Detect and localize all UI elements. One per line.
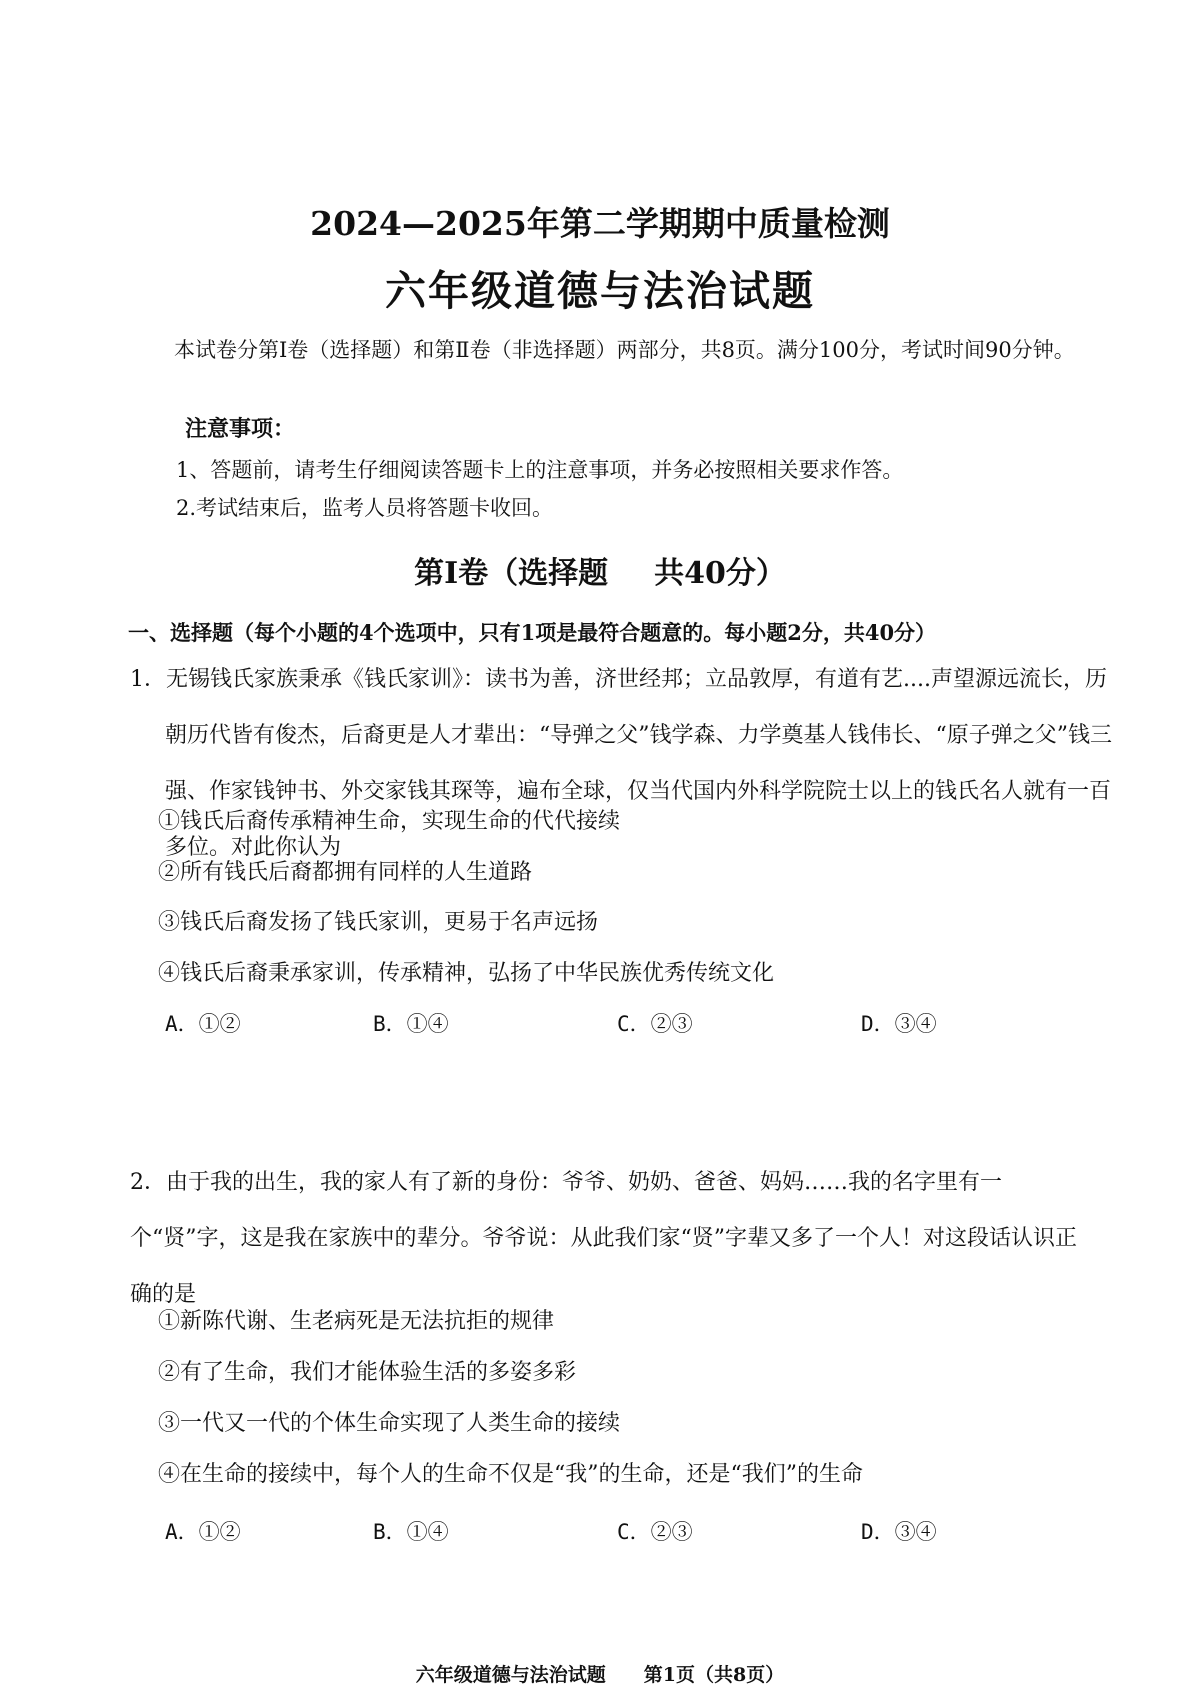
choice-c: C．②③ (617, 1520, 693, 1544)
choice-d: D．③④ (861, 1520, 937, 1544)
notice-item: 1、答题前，请考生仔细阅读答题卡上的注意事项，并务必按照相关要求作答。 (176, 458, 904, 482)
question-1-stem: 1．无锡钱氏家族秉承《钱氏家训》：读书为善，济世经邦；立品敦厚，有道有艺....声望源远流长，历朝历代皆有俊杰，后裔更是人才辈出：“导弹之父”钱学森、力学奠基人钱伟长、“原子弹之父”钱三强、作家钱钟书、外交家钱其琛等，遍布全球，仅当代国内外科学院院士以上的钱氏名人就有一百多位。对此你认为 (130, 667, 1112, 860)
choice-d: D．③④ (861, 1012, 937, 1036)
question-2-statement: ④在生命的接续中，每个人的生命不仅是“我”的生命，还是“我们”的生命 (158, 1462, 863, 1487)
question-1-statement: ①钱氏后裔传承精神生命，实现生命的代代接续 (158, 809, 621, 834)
question-2-statement: ①新陈代谢、生老病死是无法抗拒的规律 (158, 1309, 555, 1334)
part-heading: 一、选择题（每个小题的4个选项中，只有1项是最符合题意的。每小题2分，共40分） (128, 620, 937, 645)
notice-heading: 注意事项： (185, 416, 296, 442)
section-title-score: 共40分） (654, 556, 786, 591)
choice-c: C．②③ (617, 1012, 693, 1036)
notice-item: 2.考试结束后，监考人员将答题卡收回。 (176, 496, 554, 520)
exam-subtitle: 六年级道德与法治试题 (385, 267, 815, 315)
exam-title: 2024—2025年第二学期期中质量检测 (310, 204, 890, 243)
choice-b: B．①④ (373, 1012, 449, 1036)
question-1-statement: ③钱氏后裔发扬了钱氏家训，更易于名声远扬 (158, 910, 599, 935)
question-2-statement: ②有了生命，我们才能体验生活的多姿多彩 (158, 1360, 577, 1385)
section-title (0, 548, 1200, 592)
footer-subject: 六年级道德与法治试题 (415, 1664, 606, 1686)
section-title-main: 第Ⅰ卷（选择题 (414, 556, 609, 591)
question-1-statement: ②所有钱氏后裔都拥有同样的人生道路 (158, 860, 533, 885)
choice-a: A．①② (165, 1012, 241, 1036)
page-footer (0, 1660, 1200, 1687)
exam-instructions: 本试卷分第Ⅰ卷（选择题）和第Ⅱ卷（非选择题）两部分，共8页。满分100分，考试时间90分钟。 (174, 338, 1075, 362)
question-2-stem: 2．由于我的出生，我的家人有了新的身份：爷爷、奶奶、爸爸、妈妈……我的名字里有一个“贤”字，这是我在家族中的辈分。爷爷说：从此我们家“贤”字辈又多了一个人！对这段话认识正确的是 (130, 1170, 1077, 1307)
choice-a: A．①② (165, 1520, 241, 1544)
question-1-statement: ④钱氏后裔秉承家训，传承精神，弘扬了中华民族优秀传统文化 (158, 961, 775, 986)
question-2-statement: ③一代又一代的个体生命实现了人类生命的接续 (158, 1411, 621, 1436)
choice-b: B．①④ (373, 1520, 449, 1544)
footer-page-number: 第1页（共8页） (643, 1664, 785, 1686)
